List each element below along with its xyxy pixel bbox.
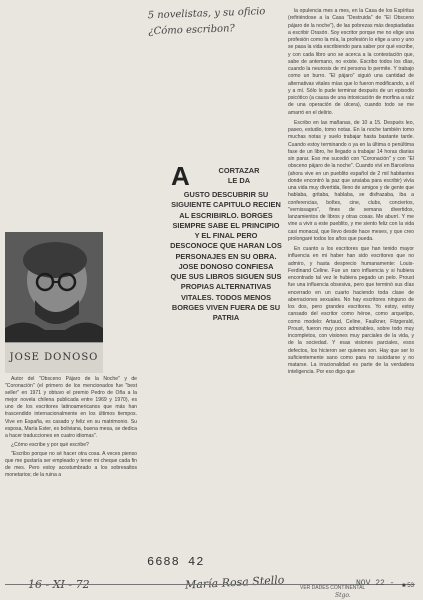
headline-line-1: CORTAZAR: [218, 166, 260, 175]
left-paragraph-3: "Escribo porque no sé hacer otra cosa. A veces pienso que me gustaría ser empleado y tener mi cheque cada fin de mes. Pero estoy acostumbrado a los sobresaltos monetarios; de la ruina a: [5, 450, 137, 479]
right-paragraph-2: Escribo en las mañanas, de 10 a 15. Después leo, paseo, estudio, tomo notas. En la noche también tomo muchas notas y suelo trabajar hasta bastante tarde. Cuando estoy terminando o ya en la última o penúltima fase de un libro, he llegado a trabajar 14 horas diarias sin parar. Eso me sucedió con "Coronación" y con "El obsceno pájaro de la noche". Cuando viví en Barcelona (ahora vive en un pueblito español de 2 mil habitantes donde encontró la paz que ansiaba para escribir) vivía una vida muy divertida, lleno de amigos y de gente que hablaba, gritaba, hablaba, se disfrazaba, iba a conferencias, boîtes, cine, clubs, conciertos, "vernissages", fines de semana divertidos, lanzamientos de libros y otras cosas. Me aburrí. Y me vine a vivir a este pueblito, y me siento feliz con la vida casi monacal, que llevo desde hace meses, y que creo prolongaré todos los años que pueda.: [288, 119, 414, 242]
headline-line-2: LE DA: [227, 176, 251, 186]
headline-dropcap: A: [171, 161, 190, 191]
footer-section-label: VER DADES CONTINENTAL: [300, 585, 366, 591]
handwritten-note-line-2: ¿Cómo escribon?: [148, 23, 236, 38]
left-paragraph-2: ¿Cómo escribe y por qué escribe?: [11, 441, 89, 448]
article-right-column: [288, 8, 414, 377]
handwritten-publication: María Rosa Stello: [184, 573, 285, 592]
article-left-column: [5, 376, 137, 479]
footer-page-marker: ■ 53: [402, 583, 414, 589]
headline-top: [196, 166, 282, 187]
portrait-illustration: [5, 232, 103, 342]
headline-body: GUSTO DESCUBRIR SU SIGUIENTE CAPITULO RECIEN AL ESCRIBIRLO. BORGES SIEMPRE SABE EL PRINCIPIO Y EL FINAL PERO DESCONOCE QUE HARAN LOS PERSONAJES EN SU OBRA. JOSE DONOSO CONFIESA QUE SUS LIBROS SIGUEN SUS PROPIAS ALTERNATIVAS VITALES. TODOS MENOS BORGES VIVEN FUERA DE SU PATRIA: [170, 190, 282, 322]
footer-date-stamp: NOV 22 -: [356, 579, 395, 588]
archive-stamp-number: 6688 42: [147, 555, 205, 569]
author-portrait-photo: [5, 232, 103, 342]
handwritten-note-line-1: 5 novelistas, y su oficio: [147, 6, 266, 22]
right-paragraph-1: la opulencia mes a mes, en la Casa de los Espíritus (refiriéndose a la Casa "Destruida" de "El Obsceno pájaro de la noche"), de las pobrezas más despiadadas a escribir Orasón. Soy escritor porque me no elige una profesión como la mía, la profesión lo elige a uno y uno se pasa la vida escribiendo para saber por qué escribe, y con cada libro uno se acerca a la contestación que, sabe de antemano, no existe. Escribo todos los días, cuando la neurosis de mi persona lo permite. Y trabajo como un burro. "El pájaro" siguió una cantidad de alternativas vitales mías que lo fueron modificando, a él y a mí. Sólo lo pude terminar después de un episodio psicótico (a causa de una intoxicación de morfina a raíz de una operación de úlcera), cuando todo se me amarró en el delirio.: [288, 8, 414, 116]
photo-caption: JOSE DONOSO: [5, 342, 103, 373]
footer-city-handwritten: Stgo.: [335, 592, 351, 599]
handwritten-date: 16 - XI - 72: [28, 578, 90, 591]
right-paragraph-3: En cuanto a los escritores que han tenido mayor influencia en mi haber han sido escritores que no admiro, y hasta desprecio humanamente: Louis-Ferdinand Celine. Fue un raro influencia y si hubiera encontrado tal vez le hubiera pegado un pelo. Proust fue una influencia obsesiva, pero que terminó sus días encerrado en un cuarto haciendo toda clase de aberraciones sexuales. No hay escritores ninguno de los dos, pero grandes escritores. Yo estoy, estoy cansado del escritor como héroe, como arquetipo, como modelo: Artaud, Celine, Faulkner, Fitzgerald, Proust, fueron muy poco admirables, sobre todo muy incompletos, con visiones muy parciales de la vida, y de la sociedad. Y esas visiones parciales, esos defectos, los hicieron ser quienes son. Hay que ser lo suficientemente sano como para no suicidarse y no matarse. La irracionalidad es parte de la verdadera inteligencia. Por eso digo que: [288, 246, 414, 376]
handwritten-note: [147, 4, 278, 41]
left-paragraph-1: Autor del "Obsceno Pájaro de la Noche" y de "Coronación" (el primero de los mencionados fue "best seller" en 1971 y obtuvo el premio Pedro de Oña a la mejor novela chilena publicada entre 1969 y 1970), es uno de los escritores latinoamericanos que más han trascendido internacionalmente en los últimos tiempos. Vive en España, es casado y feliz en su matrimonio. Su esposa, María Ester, es boliviana, buena mesa, se dedica a hacer traducciones en cuatro idiomas".: [5, 376, 137, 439]
